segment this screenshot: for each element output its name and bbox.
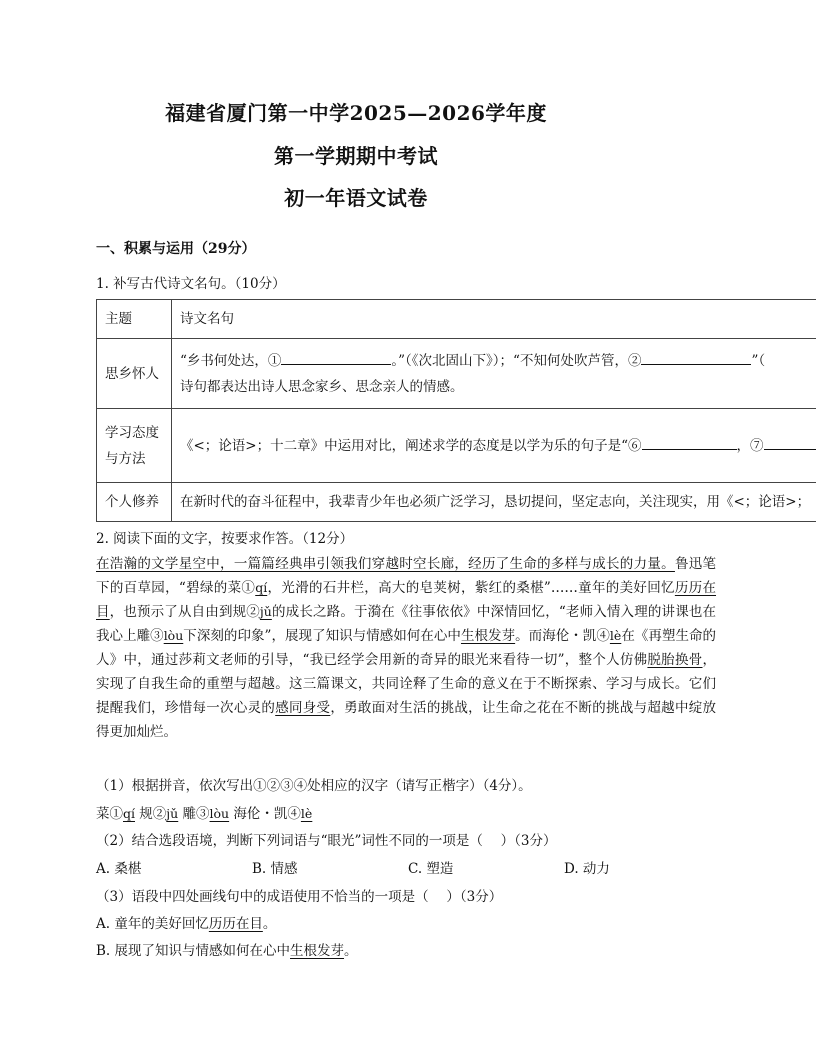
sub-question-1-prompt: （1）根据拼音，依次写出①②③④处相应的汉字（请写正楷字）（4分）。 bbox=[96, 778, 532, 794]
pinyin-3: lòu bbox=[163, 628, 184, 643]
poem-text: “乡书何处达，① bbox=[180, 352, 282, 369]
question-2-title: 2. 阅读下面的文字，按要求作答。（12分） bbox=[96, 531, 354, 547]
table-cell-theme: 思乡怀人 bbox=[97, 339, 172, 409]
option-text: 。 bbox=[262, 916, 277, 932]
table-cell-theme: 个人修养 bbox=[97, 483, 172, 522]
table-header-theme: 主题 bbox=[97, 300, 172, 339]
option-text: A. 童年的美好回忆 bbox=[96, 916, 209, 932]
idiom-underlined: 历历在目 bbox=[208, 916, 263, 932]
exam-title-subject: 初一年语文试卷 bbox=[284, 186, 428, 210]
poem-table bbox=[96, 299, 816, 522]
exam-title-term: 第一学期期中考试 bbox=[274, 144, 438, 168]
passage-text: 的成长之路。于漪在《往事依依》中深情回忆，“老师入情入理的讲课也在我心上雕③ bbox=[96, 604, 717, 644]
exam-title-school: 福建省厦门第一中学2025—2026学年度 bbox=[165, 101, 547, 125]
option-a[interactable] bbox=[96, 912, 276, 932]
table-cell-content: 在新时代的奋斗征程中，我辈青少年也必须广泛学习，恳切提问，坚定志向，关注现实，用《<；论语>； bbox=[172, 483, 816, 522]
poem-text: ，⑦ bbox=[736, 437, 764, 454]
question-1-title: 1. 补写古代诗文名句。（10分） bbox=[96, 276, 286, 292]
idiom-3: 脱胎换骨 bbox=[647, 652, 703, 668]
answer-blank-6[interactable] bbox=[642, 433, 737, 450]
idiom-underlined: 生根发芽 bbox=[290, 943, 345, 959]
passage-text: ，也预示了从自由到规② bbox=[109, 604, 260, 620]
table-cell-content bbox=[172, 339, 816, 409]
passage-text: ，勇敢面对生活的挑战，让生命之花在不断的挑战与超越中绽放得更加灿烂。 bbox=[96, 700, 717, 740]
passage-text: 鲁迅笔下的百草园，“碧绿的菜① bbox=[96, 556, 717, 596]
pinyin-3: lòu bbox=[209, 806, 230, 821]
passage-text: ，实现了自我生命的重塑与超越。这三篇课文，共同诠释了生命的意义在于不断探索、学习与成长。它们提醒我们，珍惜每一次心灵的 bbox=[96, 652, 716, 716]
answer-blank-1[interactable] bbox=[281, 348, 391, 365]
table-row bbox=[97, 483, 816, 522]
answer-label: 规② bbox=[135, 806, 167, 822]
sub-question-1-answer-line bbox=[96, 802, 312, 822]
option-text: B. 展现了知识与情感如何在心中 bbox=[96, 943, 291, 959]
section-heading: 一、积累与运用（29分） bbox=[96, 241, 256, 257]
idiom-2: 生根发芽 bbox=[460, 628, 516, 644]
theme-text: 与方法 bbox=[105, 450, 146, 467]
passage-text: 下深刻的印象”，展现了知识与情感如何在心中 bbox=[183, 628, 461, 644]
pinyin-4: lè bbox=[609, 628, 622, 643]
sub-question-3-prompt: （3）语段中四处画线句中的成语使用不恰当的一项是（ ）（3分） bbox=[96, 889, 503, 905]
option-text: 。 bbox=[344, 943, 358, 959]
poem-text: 诗句都表达出诗人思念家乡、思念亲人的情感。 bbox=[180, 378, 464, 395]
theme-text: 学习态度 bbox=[105, 424, 159, 441]
passage-text: 在《再塑生命的人》中，通过莎莉文老师的引导，“我已经学会用新的奇异的眼光来看待一切”，整个人仿佛 bbox=[96, 628, 717, 668]
option-d[interactable]: D. 动力 bbox=[564, 861, 610, 877]
pinyin-1: qí bbox=[123, 806, 135, 821]
pinyin-1: qí bbox=[255, 580, 268, 595]
option-a[interactable]: A. 桑椹 bbox=[96, 861, 142, 877]
answer-blank-2[interactable] bbox=[641, 348, 751, 365]
table-header-content: 诗文名句 bbox=[172, 300, 816, 339]
pinyin-2: jǔ bbox=[259, 604, 272, 619]
table-cell-content bbox=[172, 409, 816, 483]
passage-text: ，光滑的石井栏，高大的皂荚树，紫红的桑椹”……童年的美好回忆 bbox=[267, 580, 675, 596]
answer-blank-7[interactable] bbox=[764, 433, 816, 450]
answer-label: 菜① bbox=[96, 806, 123, 822]
option-c[interactable]: C. 塑造 bbox=[408, 861, 454, 877]
reading-passage bbox=[96, 552, 716, 744]
table-cell-theme bbox=[97, 409, 172, 483]
table-row bbox=[97, 409, 816, 483]
sub-question-2-prompt: （2）结合选段语境，判断下列词语与“眼光”词性不同的一项是（ ）（3分） bbox=[96, 833, 557, 849]
pinyin-4: lè bbox=[300, 806, 313, 821]
passage-text: 。而海伦・凯④ bbox=[515, 628, 610, 644]
answer-label: 海伦・凯④ bbox=[229, 806, 301, 822]
option-b[interactable] bbox=[96, 939, 358, 959]
poem-text: 。”（《次北固山下》）；“不知何处吹芦管，② bbox=[391, 352, 642, 369]
table-row bbox=[97, 339, 816, 409]
idiom-4: 感同身受 bbox=[275, 700, 331, 716]
passage-underlined-sentence: 在浩瀚的文学星空中，一篇篇经典串引领我们穿越时空长廊，经历了生命的多样与成长的力量。 bbox=[96, 556, 675, 572]
idiom-1: 历历在目 bbox=[96, 580, 717, 620]
table-header-row bbox=[97, 300, 816, 339]
option-b[interactable]: B. 情感 bbox=[252, 861, 298, 877]
pinyin-2: jǔ bbox=[166, 806, 179, 821]
poem-text: ”（ bbox=[751, 352, 766, 369]
answer-label: 雕③ bbox=[178, 806, 210, 822]
poem-text: 《<；论语>；十二章》中运用对比，阐述求学的态度是以学为乐的句子是“⑥ bbox=[180, 437, 642, 454]
